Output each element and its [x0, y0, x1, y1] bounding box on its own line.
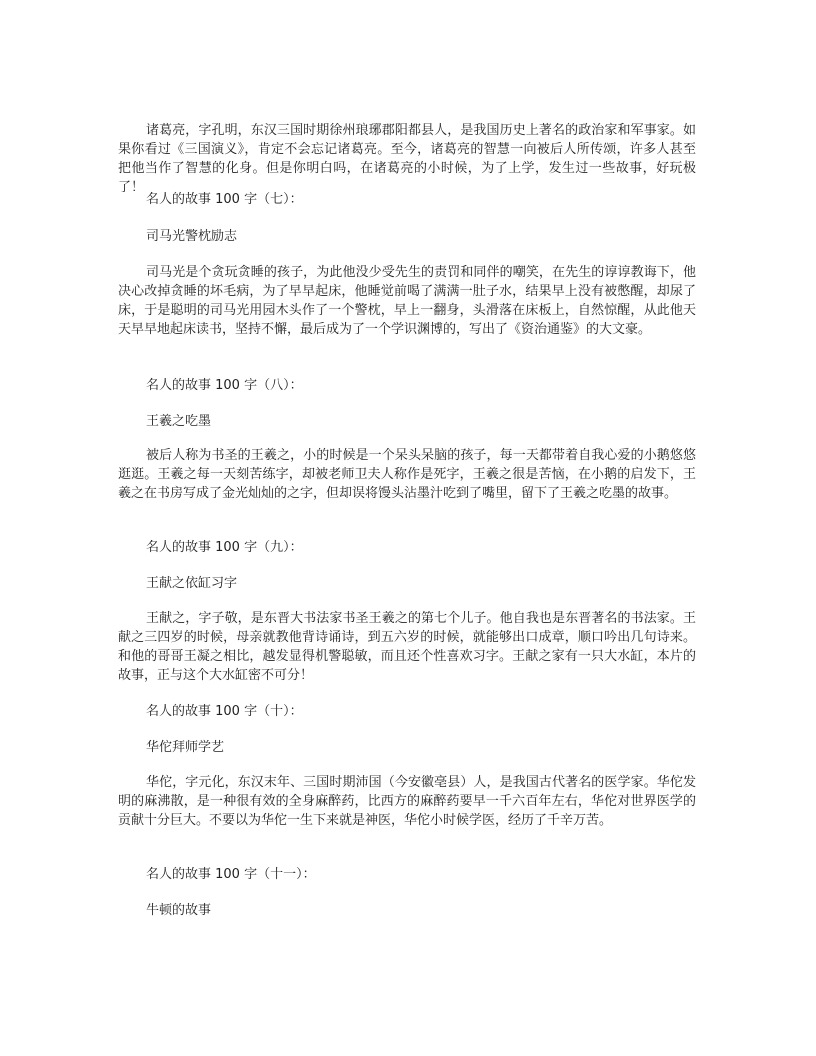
paragraph-wang-xianzhi: 王献之，字子敬，是东晋大书法家书圣王羲之的第七个儿子。他自我也是东晋著名的书法家。王献之三四岁的时候，母亲就教他背诗诵诗，到五六岁的时候，就能够出口成章，顺口吟出几句诗来。和他的哥哥王凝之相比，越发显得机警聪敏，而且还个性喜欢习字。王献之家有一只大水缸，本片的故事，正与这个大水缸密不可分！	[118, 611, 696, 683]
paragraph-zhuge-liang: 诸葛亮，字孔明，东汉三国时期徐州琅琊郡阳都县人，是我国历史上著名的政治家和军事家。如果你看过《三国演义》，肯定不会忘记诸葛亮。至今，诸葛亮的智慧一向被后人所传颂，许多人甚至把他当作了智慧的化身。但是你明白吗，在诸葛亮的小时候，为了上学，发生过一些故事，好玩极了！	[118, 123, 696, 195]
section-heading-10: 名人的故事 100 字（十）：	[146, 704, 303, 719]
story-title-sima-guang: 司马光警枕励志	[146, 229, 238, 244]
section-heading-7: 名人的故事 100 字（七）：	[146, 192, 303, 207]
section-heading-8: 名人的故事 100 字（八）：	[146, 378, 303, 393]
story-title-hua-tuo: 华佗拜师学艺	[146, 740, 225, 755]
story-title-wang-xianzhi: 王献之依缸习字	[146, 576, 238, 591]
story-title-wang-xizhi: 王羲之吃墨	[146, 414, 212, 429]
paragraph-wang-xizhi: 被后人称为书圣的王羲之，小的时候是一个呆头呆脑的孩子，每一天都带着自我心爱的小鹅悠悠逛逛。王羲之每一天刻苦练字，却被老师卫夫人称作是死字，王羲之很是苦恼，在小鹅的启发下，王羲之在书房写成了金光灿灿的之字，但却误将馒头沾墨汁吃到了嘴里，留下了王羲之吃墨的故事。	[118, 448, 696, 501]
paragraph-hua-tuo: 华佗，字元化，东汉末年、三国时期沛国（今安徽亳县）人，是我国古代著名的医学家。华佗发明的麻沸散，是一种很有效的全身麻醉药，比西方的麻醉药要早一千六百年左右，华佗对世界医学的贡献十分巨大。不要以为华佗一生下来就是神医，华佗小时候学医，经历了千辛万苦。	[118, 775, 696, 828]
section-heading-11: 名人的故事 100 字（十一）：	[146, 867, 316, 882]
section-heading-9: 名人的故事 100 字（九）：	[146, 540, 303, 555]
story-title-newton: 牛顿的故事	[146, 903, 212, 918]
paragraph-sima-guang: 司马光是个贪玩贪睡的孩子，为此他没少受先生的责罚和同伴的嘲笑，在先生的谆谆教诲下，他决心改掉贪睡的坏毛病，为了早早起床，他睡觉前喝了满满一肚子水，结果早上没有被憋醒，却尿了床，于是聪明的司马光用园木头作了一个警枕，早上一翻身，头滑落在床板上，自然惊醒，从此他天天早早地起床读书，坚持不懈，最后成为了一个学识渊博的，写出了《资治通鉴》的大文豪。	[118, 265, 696, 337]
